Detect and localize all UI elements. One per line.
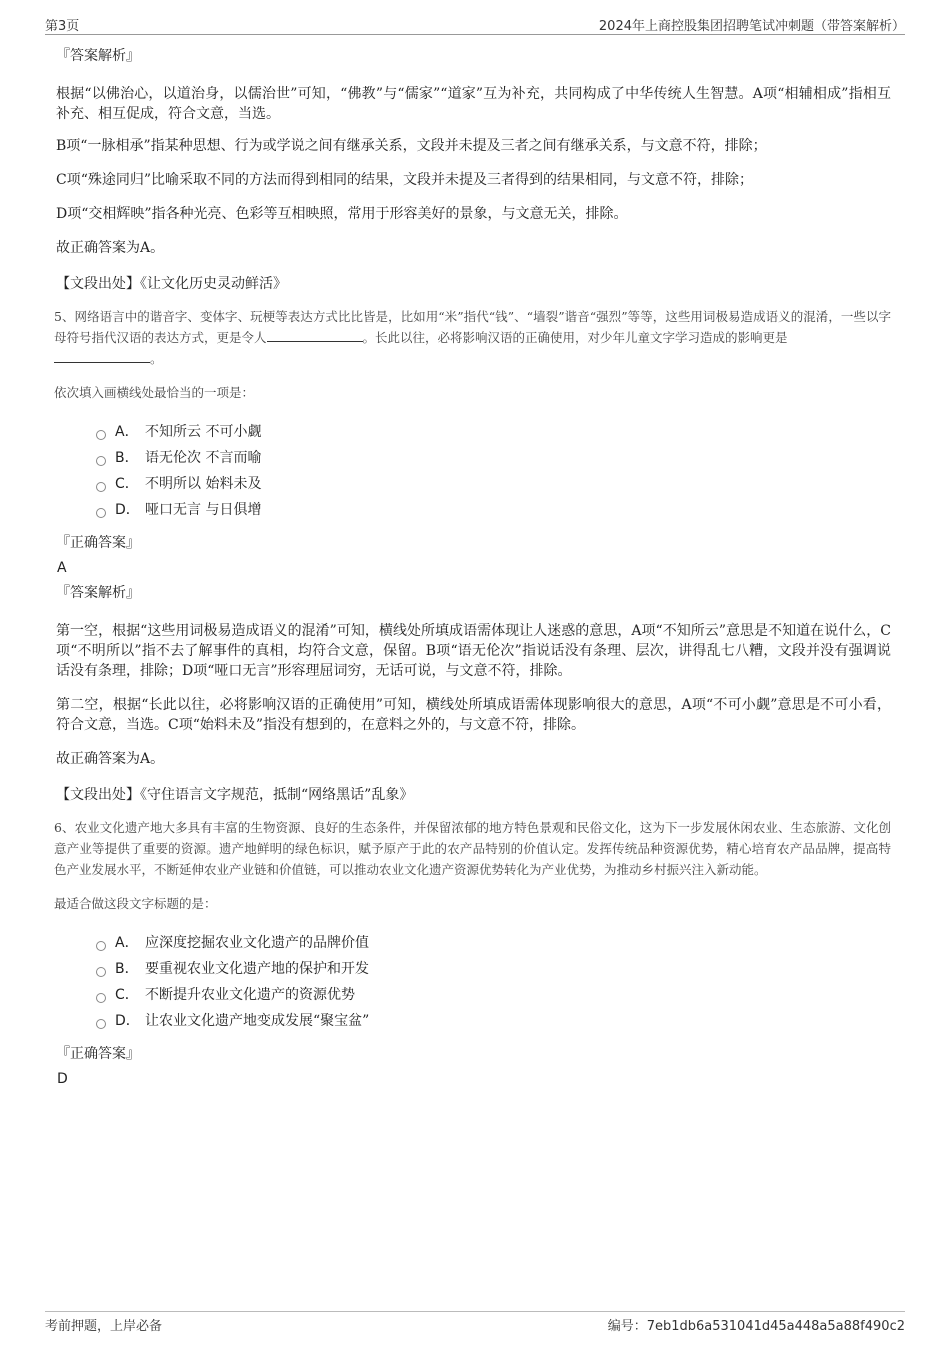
q6-option-c[interactable]: C． 不断提升农业文化遗产的资源优势 [96, 982, 891, 1008]
q5-answer-label: 『正确答案』 [56, 535, 140, 551]
q4-analysis-para-3: C项“殊途同归”比喻采取不同的方法而得到相同的结果，文段并未提及三者得到的结果相同，与文意不符，排除； [56, 172, 754, 188]
q4-analysis-label: 『答案解析』 [56, 48, 140, 64]
q5-conclusion: 故正确答案为A。 [56, 751, 165, 767]
radio-icon[interactable] [96, 1019, 106, 1029]
q5-option-a[interactable]: A． 不知所云 不可小觑 [96, 419, 891, 445]
q6-options [96, 930, 891, 1034]
document-serial: 编号：7eb1db6a531041d45a448a5a88f490c2 [607, 1319, 905, 1334]
radio-icon[interactable] [96, 482, 106, 492]
q5-prompt: 依次填入画横线处最恰当的一项是： [54, 385, 255, 400]
q4-analysis-para-1: 根据“以佛治心，以道治身，以儒治世”可知，“佛教”与“儒家”“道家”互为补充，共同构成了中华传统人生智慧。A项“相辅相成”指相互补充、相互促成，符合文意，当选。 [56, 86, 891, 122]
radio-icon[interactable] [96, 456, 106, 466]
q6-answer-label: 『正确答案』 [56, 1046, 140, 1062]
page-number: 第3页 [45, 19, 80, 34]
radio-icon[interactable] [96, 430, 106, 440]
q4-conclusion: 故正确答案为A。 [56, 240, 165, 256]
radio-icon[interactable] [96, 993, 106, 1003]
q6-answer: D [57, 1071, 68, 1087]
q4-source: 【文段出处】《让文化历史灵动鲜活》 [56, 276, 287, 292]
q6-stem: 6、农业文化遗产地大多具有丰富的生物资源、良好的生态条件，并保留浓郁的地方特色景观和民俗文化，这为下一步发展休闲农业、生态旅游、文化创意产业等提供了重要的资源。遗产地鲜明的绿色标识，赋予原产于此的农产品特别的价值认定。发挥传统品种资源优势，精心培育农产品品牌，提高特色产业发展水平，不断延伸农业产业链和价值链，可以推动农业文化遗产资源优势转化为产业优势，为推动乡村振兴注入新动能。 [54, 820, 891, 877]
footer-slogan: 考前押题，上岸必备 [45, 1319, 163, 1334]
q6-option-d[interactable]: D． 让农业文化遗产地变成发展“聚宝盆” [96, 1008, 891, 1034]
q5-answer: A [57, 560, 67, 576]
q5-stem: 5、网络语言中的谐音字、变体字、玩梗等表达方式比比皆是，比如用“米”指代“钱”、“墙裂”谐音“强烈”等等，这些用词极易造成语义的混淆，一些以字母符号指代汉语的表达方式，更是令人 。长此以往，必将影响汉语的正确使用，对少年儿童文字学习造成的影响更是 。 [54, 309, 891, 366]
radio-icon[interactable] [96, 508, 106, 518]
q5-option-c[interactable]: C． 不明所以 始料未及 [96, 471, 891, 497]
q5-options [96, 419, 891, 523]
q5-option-b[interactable]: B． 语无伦次 不言而喻 [96, 445, 891, 471]
document-title: 2024年上商控股集团招聘笔试冲刺题（带答案解析） [598, 19, 905, 34]
q5-option-d[interactable]: D． 哑口无言 与日俱增 [96, 497, 891, 523]
q6-prompt: 最适合做这段文字标题的是： [54, 896, 217, 911]
q5-blank-1 [267, 327, 363, 342]
q4-analysis-para-2: B项“一脉相承”指某种思想、行为或学说之间有继承关系，文段并未提及三者之间有继承关系，与文意不符，排除； [56, 138, 767, 154]
radio-icon[interactable] [96, 941, 106, 951]
q5-analysis-label: 『答案解析』 [56, 585, 140, 601]
page-header [45, 14, 905, 35]
q6-option-a[interactable]: A． 应深度挖掘农业文化遗产的品牌价值 [96, 930, 891, 956]
q5-source: 【文段出处】《守住语言文字规范，抵制“网络黑话”乱象》 [56, 787, 414, 803]
q5-blank-2 [54, 348, 150, 363]
radio-icon[interactable] [96, 967, 106, 977]
page-footer [45, 1311, 905, 1334]
q5-analysis-para-2: 第二空，根据“长此以往，必将影响汉语的正确使用”可知，横线处所填成语需体现影响很大的意思，A项“不可小觑”意思是不可小看，符合文意，当选。C项“始料未及”指没有想到的，在意料之外的，与文意不符，排除。 [56, 697, 891, 733]
page-content [56, 46, 891, 1094]
q5-analysis-para-1: 第一空，根据“这些用词极易造成语义的混淆”可知，横线处所填成语需体现让人迷惑的意思，A项“不知所云”意思是不知道在说什么，C项“不明所以”指不去了解事件的真相，均符合文意，保留。B项“语无伦次”指说话没有条理、层次，讲得乱七八糟，文段并没有强调说话没有条理，排除；D项“哑口无言”形容理屈词穷，无话可说，与文意不符，排除。 [56, 623, 891, 679]
q4-analysis-para-4: D项“交相辉映”指各种光亮、色彩等互相映照，常用于形容美好的景象，与文意无关，排除。 [56, 206, 628, 222]
q6-option-b[interactable]: B． 要重视农业文化遗产地的保护和开发 [96, 956, 891, 982]
